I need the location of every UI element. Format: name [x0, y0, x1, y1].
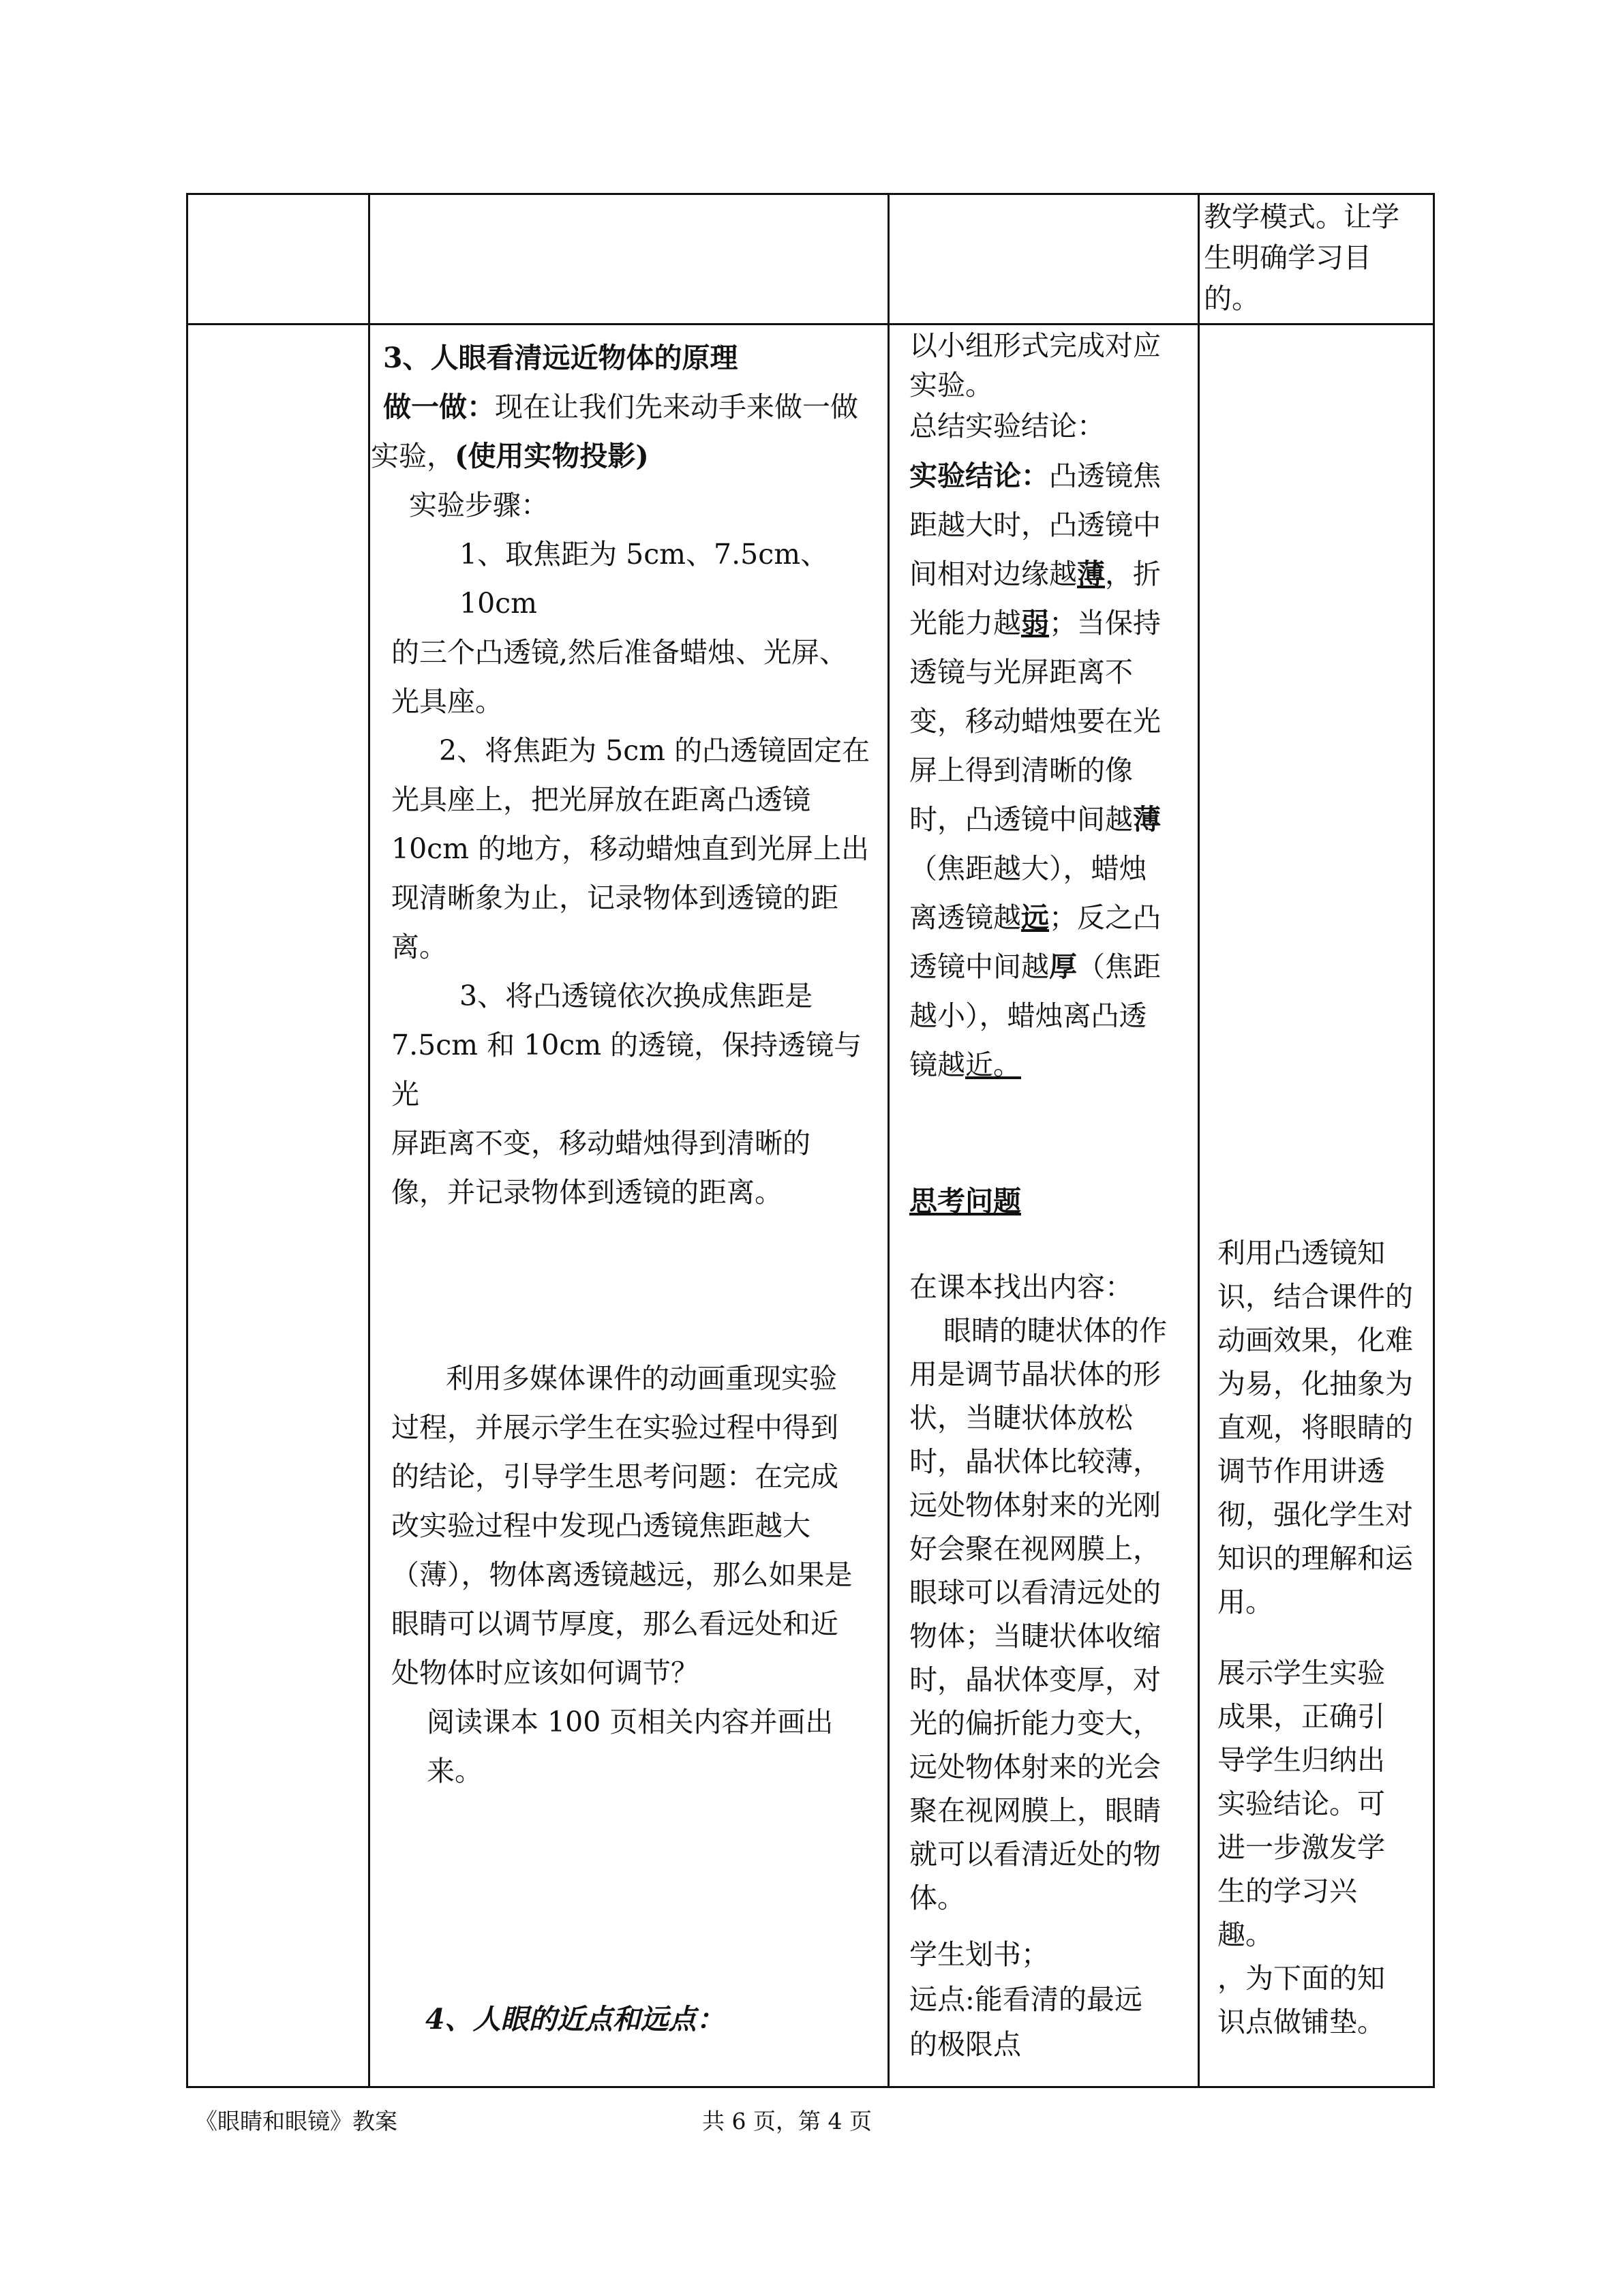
col-divider-1 [368, 195, 370, 2086]
footer-page-number: 共 6 页，第 4 页 [702, 2108, 872, 2134]
try-it-cont: 实验，(使用实物投影) [371, 440, 649, 472]
reading-instruction: 阅读课本 100 页相关内容并画出来。 [427, 1706, 834, 1787]
section-heading-3: 3、人眼看清远近物体的原理 [383, 342, 738, 374]
experiment-conclusion: 实验结论：凸透镜焦 [909, 459, 1161, 492]
design-purpose-2: 展示学生实验 成果，正确引 导学生归纳出 实验结论。可 进一步激发学 生的学习兴 趣。 ，为下面的知 识点做铺垫。 [1217, 1657, 1385, 2038]
lesson-table [186, 193, 1435, 2088]
teacher-activity [371, 333, 885, 1217]
try-it: 做一做：现在让我们先来动手来做一做 [383, 391, 858, 423]
steps-title: 实验步骤： [409, 489, 549, 522]
step-3: 3、将凸透镜依次换成焦距是 7.5cm 和 10cm 的透镜，保持透镜与光 屏距离不变，移动蜡烛得到清晰的 像，并记录物体到透镜的距离。 [391, 980, 862, 1209]
col-divider-2 [888, 195, 890, 2086]
step-1: 1、取焦距为 5cm、7.5cm、10cm 的三个凸透镜,然后准备蜡烛、光屏、 光具座。 [391, 538, 848, 718]
step-2: 2、将焦距为 5cm 的凸透镜固定在 光具座上，把光屏放在距离凸透镜 10cm 的地方，移动蜡烛直到光屏上出 现清晰象为止，记录物体到透镜的距 离。 [391, 734, 870, 963]
student-activity: 以小组形式完成对应 实验。 总结实验结论： 实验结论：凸透镜焦 距越大时，凸透镜中 间相对边缘越薄，折 光能力越弱；当保持 透镜与光屏距离不 变，移动蜡烛要在光 屏上得到清晰的像 时，凸透镜中间越薄 （焦距越大），蜡烛 离透镜越远；反之凸 透镜中间越厚（焦距 越小），蜡烛离凸透 镜越近。 [909, 326, 1196, 1089]
col-divider-3 [1198, 195, 1200, 2086]
design-purpose-1: 利用凸透镜知 识，结合课件的 动画效果，化难 为易，化抽象为 直观，将眼睛的 调节作用讲透 彻，强化学生对 知识的理解和运 用。 [1217, 1237, 1413, 1618]
row1-teaching-mode: 教学模式。让学 生明确学习目 的。 [1204, 200, 1399, 315]
multimedia-paragraph: 利用多媒体课件的动画重现实验 过程，并展示学生在实验过程中得到 的结论，引导学生思考问题：在完成 改实验过程中发现凸透镜焦距越大 （薄），物体离透镜越远，那么如果是 眼睛可以调节厚度，那么看远处和近 处物体时应该如何调节？ 阅读课本 100 页相关内容并画出来。 [371, 1354, 885, 1796]
row-divider [188, 323, 1433, 325]
section-heading-4: 4、人眼的近点和远点： [425, 2003, 725, 2036]
student-notes: 学生划书； 远点:能看清的最远 的极限点 [909, 1938, 1142, 2061]
think-question-title: 思考问题 [909, 1185, 1021, 1218]
ciliary-body-text: 在课本找出内容： 眼睛的睫状体的作 用是调节晶状体的形 状，当睫状体放松 时，晶状体比较薄， 远处物体射来的光刚 好会聚在视网膜上， 眼球可以看清远处的 物体；当睫状体收缩 时，晶状体变厚，对 光的偏折能力变大， 远处物体射来的光会 聚在视网膜上，眼睛 就可以看清近处的物 体。 [909, 1271, 1167, 1914]
footer-title: 《眼睛和眼镜》教案 [195, 2108, 397, 2134]
